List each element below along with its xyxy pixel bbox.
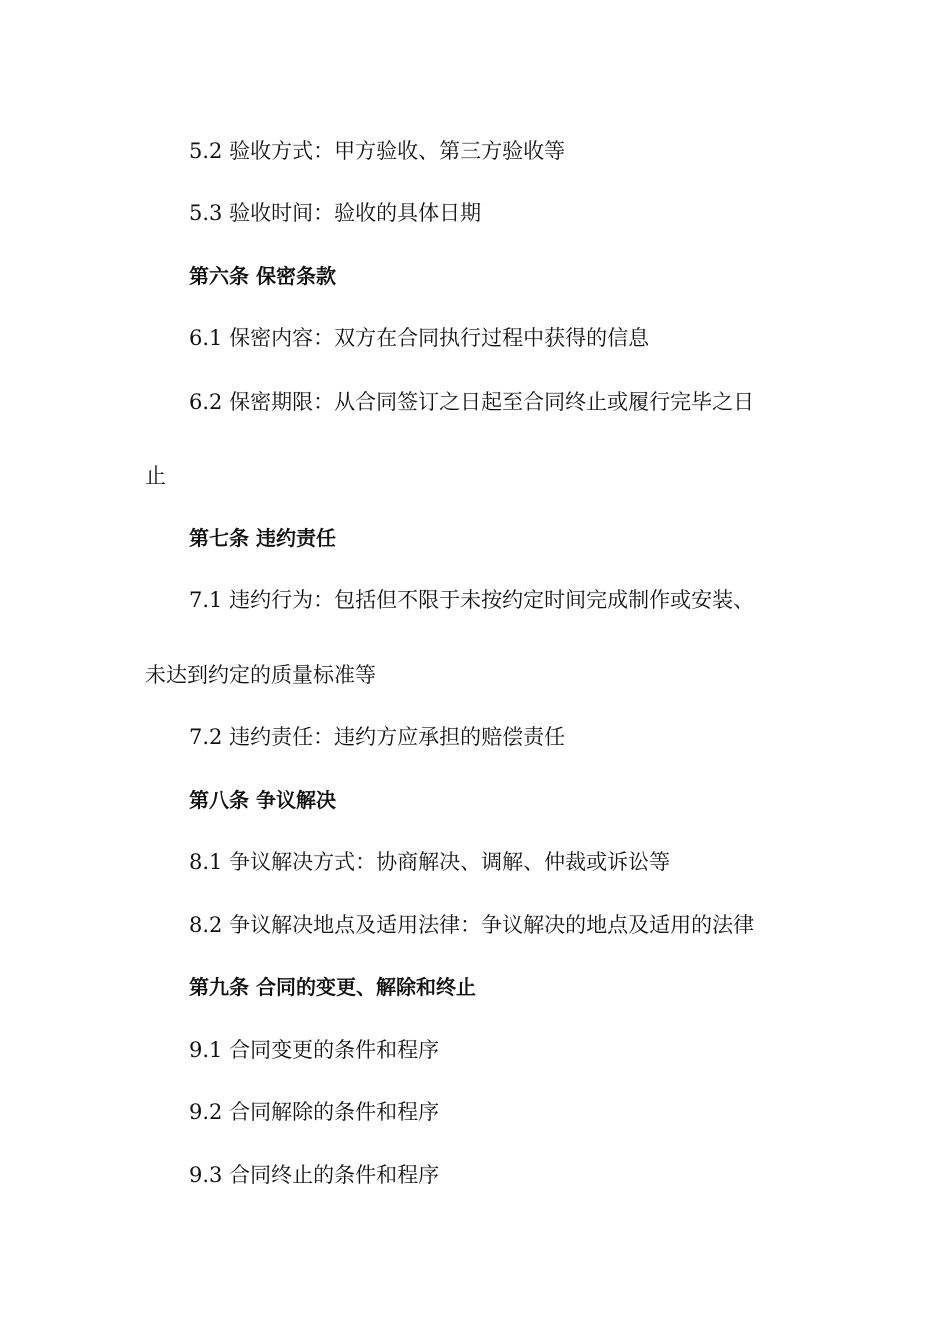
clause-7-1-continued: 未达到约定的质量标准等 bbox=[145, 663, 376, 687]
clause-9-2: 9.2 合同解除的条件和程序 bbox=[189, 1100, 440, 1124]
section-heading-6: 第六条 保密条款 bbox=[189, 264, 336, 288]
section-heading-8: 第八条 争议解决 bbox=[189, 788, 336, 812]
clause-8-2: 8.2 争议解决地点及适用法律：争议解决的地点及适用的法律 bbox=[189, 913, 755, 937]
clause-7-1: 7.1 违约行为：包括但不限于未按约定时间完成制作或安装、 bbox=[189, 588, 755, 612]
clause-6-2: 6.2 保密期限：从合同签订之日起至合同终止或履行完毕之日 bbox=[189, 390, 755, 414]
clause-8-1: 8.1 争议解决方式：协商解决、调解、仲裁或诉讼等 bbox=[189, 850, 671, 874]
section-heading-9: 第九条 合同的变更、解除和终止 bbox=[189, 975, 476, 999]
clause-5-3: 5.3 验收时间：验收的具体日期 bbox=[189, 201, 482, 225]
clause-6-1: 6.1 保密内容：双方在合同执行过程中获得的信息 bbox=[189, 326, 650, 350]
clause-5-2: 5.2 验收方式：甲方验收、第三方验收等 bbox=[189, 139, 566, 163]
clause-7-2: 7.2 违约责任：违约方应承担的赔偿责任 bbox=[189, 725, 566, 749]
clause-9-3: 9.3 合同终止的条件和程序 bbox=[189, 1163, 440, 1187]
section-heading-7: 第七条 违约责任 bbox=[189, 526, 336, 550]
clause-9-1: 9.1 合同变更的条件和程序 bbox=[189, 1038, 440, 1062]
clause-6-2-continued: 止 bbox=[145, 464, 166, 488]
